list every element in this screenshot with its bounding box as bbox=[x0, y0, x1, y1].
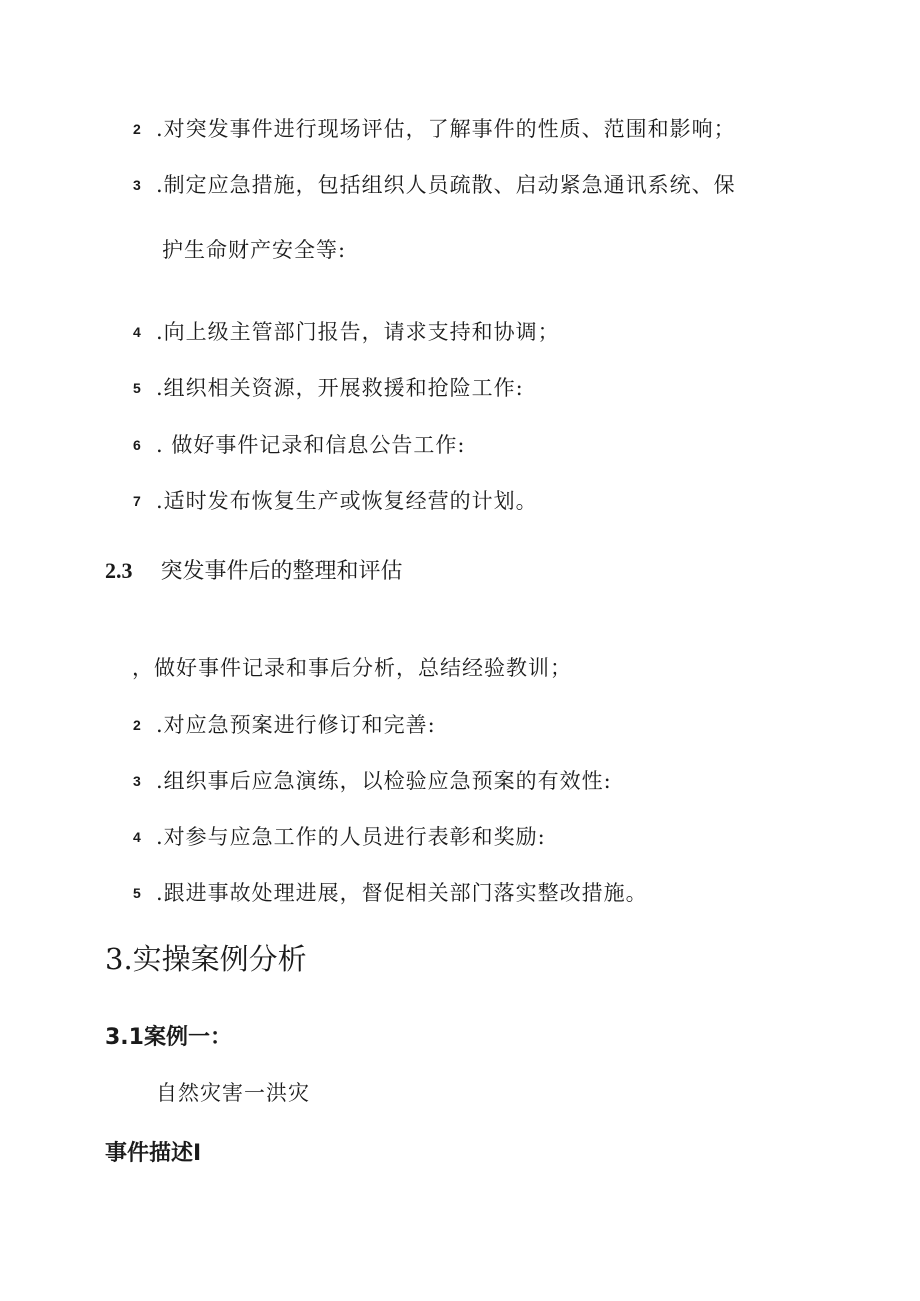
item-number: 2 bbox=[133, 121, 142, 137]
case-heading: 3.1案例一： bbox=[105, 1025, 232, 1050]
section-number: 2.3 bbox=[105, 558, 133, 583]
item-number: 3 bbox=[133, 773, 142, 789]
item-text: .跟进事故处理进展，督促相关部门落实整改措施。 bbox=[156, 881, 648, 905]
case-subtitle: 自然灾害一洪灾 bbox=[156, 1081, 310, 1105]
list-item: ，做好事件记录和事后分析，总结经验教训； bbox=[132, 656, 572, 680]
item-text: .对突发事件进行现场评估，了解事件的性质、范围和影响； bbox=[156, 117, 736, 141]
item-number: 2 bbox=[133, 717, 142, 733]
section-heading bbox=[105, 556, 403, 587]
item-text: .对应急预案进行修订和完善: bbox=[156, 713, 436, 737]
item-text: .适时发布恢复生产或恢复经营的计划。 bbox=[156, 489, 538, 513]
item-number: 6 bbox=[133, 437, 142, 453]
item-text-continuation: 护生命财产安全等: bbox=[162, 238, 347, 262]
item-number: 5 bbox=[133, 380, 142, 396]
item-number: 3 bbox=[133, 177, 142, 193]
item-text: .组织相关资源，开展救援和抢险工作: bbox=[156, 376, 524, 400]
event-description-heading: 事件描述I bbox=[105, 1141, 202, 1166]
item-text: . 做好事件记录和信息公告工作: bbox=[156, 433, 466, 457]
item-number: 4 bbox=[133, 324, 142, 340]
chapter-heading: 3.实操案例分析 bbox=[105, 942, 307, 976]
item-number: 4 bbox=[133, 829, 142, 845]
section-title: 突发事件后的整理和评估 bbox=[160, 559, 403, 584]
item-number: 5 bbox=[133, 885, 142, 901]
item-text: .向上级主管部门报告，请求支持和协调； bbox=[156, 320, 560, 344]
item-text: .对参与应急工作的人员进行表彰和奖励: bbox=[156, 825, 546, 849]
item-text: .制定应急措施，包括组织人员疏散、启动紧急通讯系统、保 bbox=[156, 173, 736, 197]
item-number: 7 bbox=[133, 493, 142, 509]
item-text: .组织事后应急演练，以检验应急预案的有效性: bbox=[156, 769, 612, 793]
